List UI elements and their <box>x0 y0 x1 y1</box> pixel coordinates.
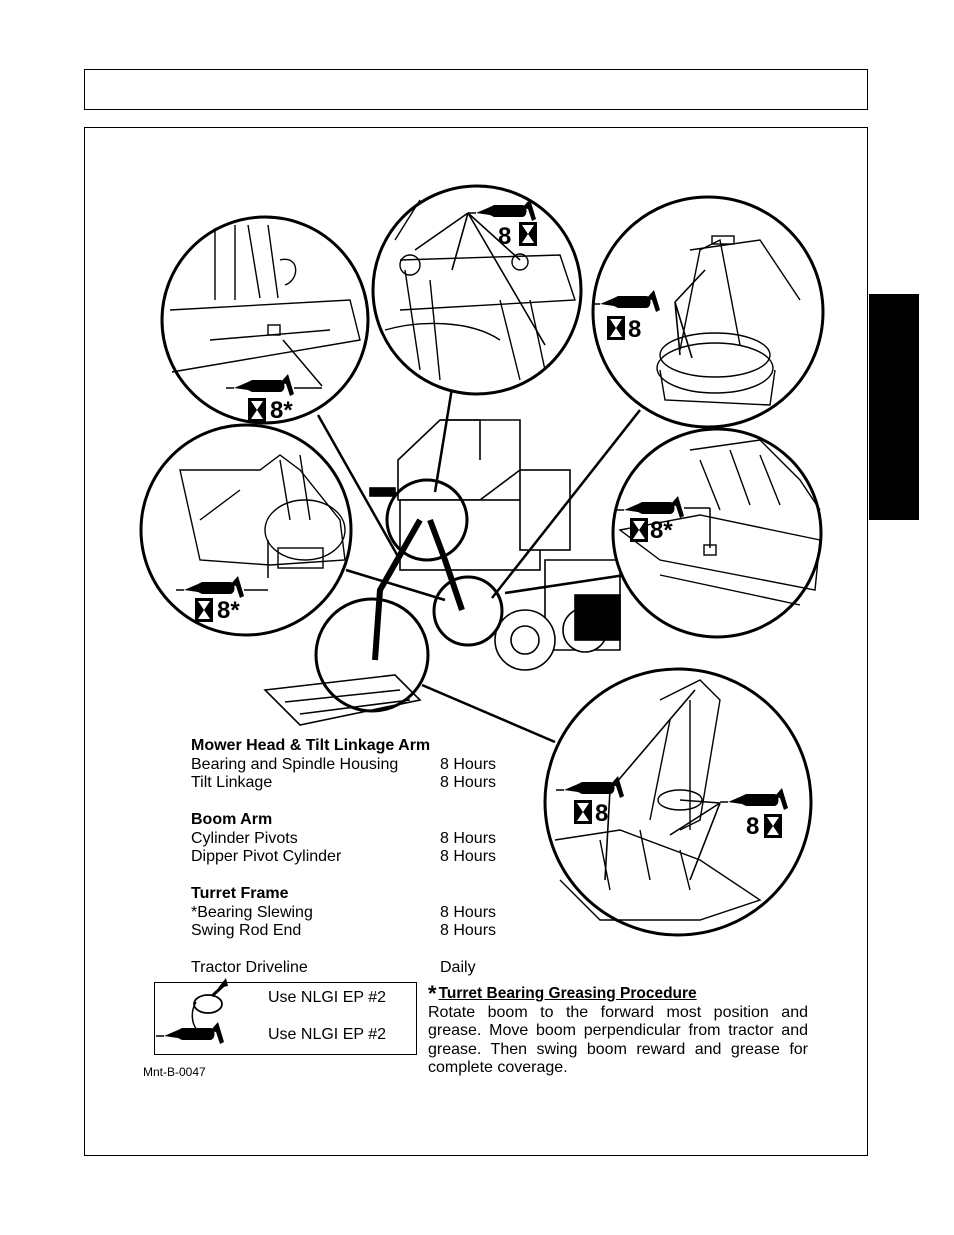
schedule-row: *Bearing Slewing 8 Hours <box>191 903 497 921</box>
detail-slewing-bearing-left <box>141 425 351 635</box>
detail-turret-bearing <box>592 197 823 427</box>
schedule-row-driveline: Tractor Driveline Daily <box>191 959 476 976</box>
highlight-circle-turret <box>434 577 502 645</box>
schedule-row: Dipper Pivot Cylinder 8 Hours <box>191 848 497 865</box>
procedure-body: Rotate boom to the forward most position and grease. Move boom perpendicular from tractor and grease. Then swing boom reward and grease for complete coverage. <box>428 1003 808 1076</box>
group-heading-boom: Boom Arm <box>191 811 273 828</box>
greasing-procedure <box>428 981 808 1078</box>
detail-slewing-bearing-right <box>613 429 821 637</box>
lube-schedule <box>191 737 497 978</box>
callout-c4: 8* <box>217 597 240 624</box>
schedule-row: Swing Rod End 8 Hours <box>191 922 497 939</box>
callout-c3: 8 <box>628 316 642 343</box>
group-heading-mower: Mower Head & Tilt Linkage Arm <box>191 737 431 754</box>
callout-c6: 8 <box>595 800 609 827</box>
schedule-row: Tilt Linkage 8 Hours <box>191 774 497 791</box>
lubricant-legend <box>154 982 417 1055</box>
callout-c1: 8* <box>270 397 293 424</box>
figure-id: Mnt-B-0047 <box>143 1065 206 1079</box>
schedule-row: Cylinder Pivots 8 Hours <box>191 829 497 847</box>
procedure-asterisk: * <box>428 981 437 1006</box>
procedure-title: Turret Bearing Greasing Procedure <box>438 985 697 1002</box>
callout-c7: 8 <box>746 813 760 840</box>
detail-boom-pivots <box>373 186 581 394</box>
detail-mower-head <box>545 669 811 935</box>
legend-oil-text: Use NLGI EP #2 <box>268 989 386 1006</box>
callout-c5: 8* <box>650 517 673 544</box>
detail-tilt-linkage <box>162 217 368 424</box>
legend-grease-text: Use NLGI EP #2 <box>268 1026 386 1043</box>
schedule-row: Bearing and Spindle Housing 8 Hours <box>191 755 497 773</box>
callout-c2: 8 <box>498 223 512 250</box>
group-heading-turret: Turret Frame <box>191 885 289 902</box>
